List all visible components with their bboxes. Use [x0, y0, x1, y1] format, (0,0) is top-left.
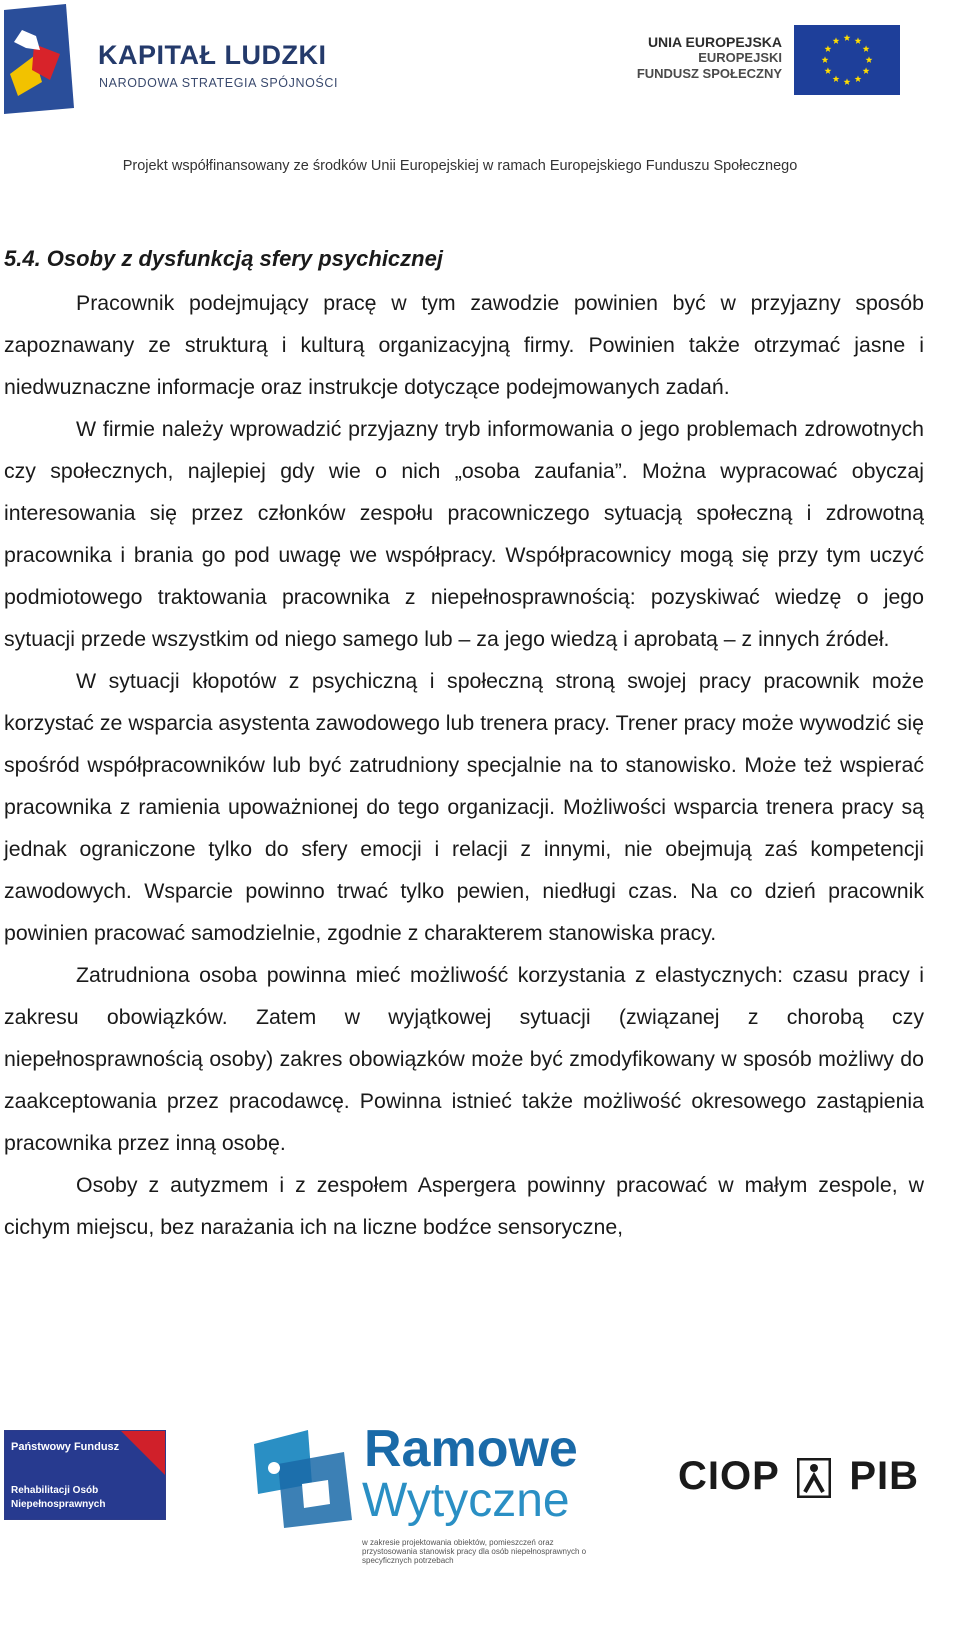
eu-line-1: UNIA EUROPEJSKA: [647, 34, 782, 50]
ciop-pib-logo: [678, 1454, 919, 1499]
ciop-text: CIOP: [678, 1454, 780, 1498]
document-body: [4, 240, 924, 1248]
cofinancing-note: Projekt współfinansowany ze środków Unii Europejskiej w ramach Europejskiego Funduszu Społecznego: [122, 158, 798, 174]
ramowe-wytyczne-graphic: [248, 1424, 358, 1534]
eu-flag-icon: [794, 25, 900, 95]
paragraph-2: W firmie należy wprowadzić przyjazny tryb informowania o jego problemach zdrowotnych czy społecznych, najlepiej gdy wie o nich „osoba zaufania”. Można wypracować obyczaj interesowania się przez członków zespołu pracowniczego sytuacją społeczną i zdrowotną pracownika i brania go pod uwagę we współpracy. Współpracownicy mogą się przy tym uczyć podmiotowego traktowania pracownika z niepełnosprawnością: pozyskiwać wiedzę o jego sytuacji przede wszystkim od niego samego lub – za jego wiedzą i aprobatą – z innych źródeł.: [4, 417, 924, 651]
page-header: [0, 0, 960, 190]
paragraph-3: W sytuacji kłopotów z psychiczną i społeczną stroną swojej pracy pracownik może korzystać ze wsparcia asystenta zawodowego lub trenera pracy. Trener pracy może wywodzić się spośród współpracowników lub być zatrudniony specjalnie na to stanowisko. Może też wspierać pracownika z ramienia upoważnionej do tego organizacji. Możliwości wsparcia trenera pracy są jednak ograniczone tylko do sfery emocji i relacji z innymi, nie obejmują zaś kompetencji zawodowych. Wsparcie powinno trwać tylko pewien, niedługi czas. Na co dzień pracownik powinien pracować samodzielnie, zgodnie z charakterem stanowiska pracy.: [4, 669, 924, 945]
paragraph-4: Zatrudniona osoba powinna mieć możliwość korzystania z elastycznych: czasu pracy i zakresu obowiązków. Zatem w wyjątkowej sytuacji (związanej z chorobą czy niepełnosprawnością osoby) zakres obowiązków może być zmodyfikowany w sposób możliwy do zaakceptowania przez pracodawcę. Powinna istnieć także możliwość okresowego zastąpienia pracownika przez inną osobę.: [4, 963, 924, 1155]
section-heading: 5.4. Osoby z dysfunkcją sfery psychicznej: [4, 246, 443, 271]
kapital-ludzki-subtitle: NARODOWA STRATEGIA SPÓJNOŚCI: [99, 76, 339, 90]
pfron-logo: [4, 1430, 166, 1520]
paragraph-1: Pracownik podejmujący pracę w tym zawodzie powinien być w przyjazny sposób zapoznawany ze strukturą i kulturą organizacyjną firmy. Powinien także otrzymać jasne i niedwuznaczne informacje oraz instrukcje dotyczące podejmowanych zadań.: [4, 291, 924, 399]
eu-line-3: FUNDUSZ SPOŁECZNY: [636, 66, 782, 81]
paragraph-5: Osoby z autyzmem i z zespołem Aspergera powinny pracować w małym zespole, w cichym miejscu, bez narażania ich na liczne bodźce sensoryczne,: [4, 1173, 924, 1239]
pfron-line-2: Rehabilitacji Osób: [11, 1485, 99, 1496]
pfron-line-3: Niepełnosprawnych: [11, 1499, 106, 1510]
wytyczne-title: Wytyczne: [362, 1474, 570, 1527]
eu-text-block: [630, 34, 782, 82]
kapital-ludzki-logo: [4, 4, 90, 114]
eu-line-2: EUROPEJSKI: [698, 50, 782, 65]
ramowe-subtitle: w zakresie projektowania obiektów, pomieszczeń oraz przystosowania stanowisk pracy dla osób niepełnosprawnych o specyficznych potrzebach: [362, 1538, 587, 1565]
pib-text: PIB: [849, 1454, 920, 1498]
kapital-ludzki-title: KAPITAŁ LUDZKI: [98, 40, 327, 70]
ciop-person-icon: [797, 1458, 831, 1498]
ramowe-title: Ramowe: [364, 1420, 578, 1478]
page-footer: [0, 1410, 960, 1628]
pfron-line-1: Państwowy Fundusz: [11, 1441, 120, 1453]
